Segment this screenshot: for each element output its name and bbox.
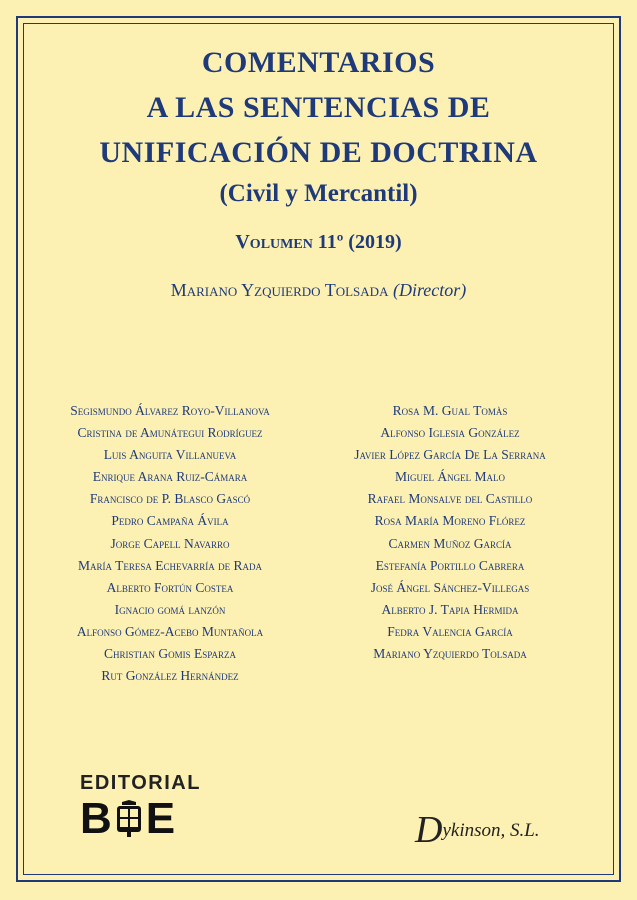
dykinson-initial: D: [415, 809, 443, 851]
title-line-1: COMENTARIOS: [201, 46, 436, 79]
author-name: Francisco de P. Blasco Gascó: [89, 491, 251, 507]
author-name: María Teresa Echevarría de Rada: [77, 557, 263, 573]
dykinson-name: ykinson, S.L.: [442, 820, 540, 841]
author-name: Pedro Campaña Ávila: [111, 513, 229, 529]
director-role: (Director): [392, 280, 467, 300]
author-name: Cristina de Amunátegui Rodríguez: [77, 425, 263, 441]
author-name: Ignacio gomá lanzón: [114, 601, 226, 617]
author-name: Estefanía Portillo Cabrera: [375, 557, 525, 573]
title-line-3: UNIFICACIÓN DE DOCTRINA: [99, 136, 538, 169]
author-name: Enrique Arana Ruiz-Cámara: [92, 469, 248, 485]
author-name: Carmen Muñoz García: [388, 535, 512, 551]
author-name: Rosa María Moreno Flórez: [374, 513, 526, 529]
author-name: Alfonso Iglesia González: [380, 425, 520, 441]
editorial-label: EDITORIAL: [80, 772, 201, 794]
author-name: José Ángel Sánchez-Villegas: [370, 579, 530, 595]
director-line: [0, 280, 637, 301]
director-name: Mariano Yzquierdo Tolsada: [170, 280, 389, 300]
title-line-2: A LAS SENTENCIAS DE: [146, 91, 491, 124]
author-name: Mariano Yzquierdo Tolsada: [373, 646, 527, 662]
boe-letter-b: B: [80, 794, 112, 843]
author-name: Segismundo Álvarez Royo-Villanova: [70, 403, 270, 418]
author-name: Alfonso Gómez-Acebo Muntañola: [76, 623, 264, 639]
volume-label: Volumen 11º (2019): [235, 231, 402, 253]
book-subtitle: (Civil y Mercantil): [219, 180, 418, 207]
author-name: Rafael Monsalve del Castillo: [367, 491, 533, 507]
coat-of-arms-icon: [114, 800, 144, 838]
boe-logo: [80, 794, 210, 843]
authors-right-column: [320, 400, 580, 665]
boe-letter-e: E: [145, 794, 176, 843]
author-name: Luis Anguita Villanueva: [103, 447, 237, 463]
author-name: Rosa M. Gual Tomàs: [392, 403, 508, 418]
author-name: Javier López García De La Serrana: [354, 447, 546, 463]
author-name: Rut González Hernández: [101, 668, 239, 684]
dykinson-logo: [415, 808, 575, 852]
author-name: Alberto Fortún Costea: [106, 579, 234, 595]
book-title: [0, 40, 637, 175]
author-name: Christian Gomis Esparza: [104, 646, 236, 662]
author-name: Fedra Valencia García: [387, 623, 513, 639]
editorial-boe-logo: [80, 772, 210, 843]
author-name: Alberto J. Tapia Hermida: [381, 601, 519, 617]
author-name: Miguel Ángel Malo: [395, 469, 505, 485]
authors-left-column: [40, 400, 300, 687]
author-name: Jorge Capell Navarro: [110, 535, 230, 551]
